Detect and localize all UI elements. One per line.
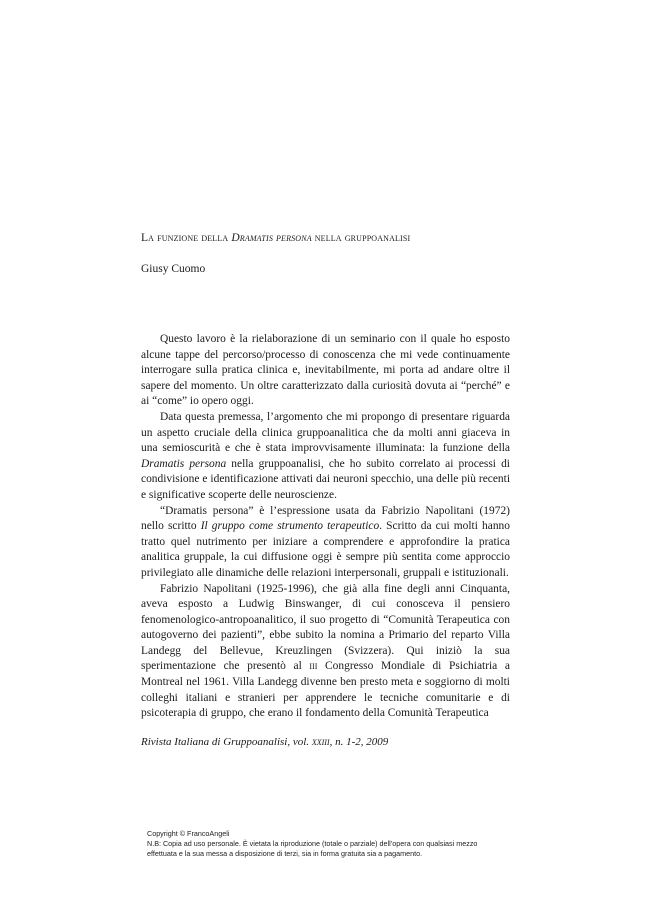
journal-volume: xxiii	[311, 736, 330, 748]
paragraph-4-text-b: Congresso Mondiale di Psichiatria a Montreal nel 1961. Villa Landegg divenne ben presto meta e soggiorno di molti colleghi italiani e stranieri per apprendere le tecniche comunitarie e di psicoterapia di gruppo, che erano il fondamento della Comunità Terapeutica	[141, 660, 510, 720]
paragraph-4-text-a: Fabrizio Napolitani (1925-1996), che già alla fine degli anni Cinquanta, aveva esposto a Ludwig Binswanger, di cui conosceva il pensiero fenomenologico-antropoanalitico, il suo progetto di “Comunità Terapeutica con autogoverno dei pazienti”, ebbe subito la nomina a Primario del reparto Villa Landegg del Bellevue, Kreuzlingen (Svizzera). Qui iniziò la sua sperimentazione che presentò al	[141, 582, 510, 673]
article-title	[141, 232, 541, 244]
article-body	[141, 332, 510, 722]
copyright-notice	[147, 829, 477, 859]
journal-issue: , n. 1-2, 2009	[329, 736, 389, 748]
copyright-line-3: effettuata e la sua messa a disposizione di terzi, sia in forma gratuita sia a pagamento.	[147, 849, 423, 858]
congress-number: iii	[309, 660, 318, 673]
paragraph-4	[141, 582, 510, 722]
paragraph-2-italic: Dramatis persona	[141, 457, 227, 470]
copyright-line-1: Copyright © FrancoAngeli	[147, 829, 230, 838]
paragraph-2	[141, 410, 510, 504]
paragraph-2-text-a: Data questa premessa, l’argomento che mi propongo di presentare riguarda un aspetto cruciale della clinica gruppoanalitica che da molti anni giaceva in una semioscurità e che è stata improvvisamente illuminata: la funzione della	[141, 410, 510, 455]
paragraph-2-text-b: nella gruppoanalisi, che ho subito correlato ai processi di condivisione e identificazione attivati dai neuroni specchio, una delle più recenti e significative scoperte delle neuroscienze.	[141, 457, 510, 501]
copyright-line-2: N.B: Copia ad uso personale. È vietata la riproduzione (totale o parziale) dell’opera con qualsiasi mezzo	[147, 839, 478, 848]
paragraph-3-text-b: . Scritto da cui molti hanno tratto quel nutrimento per iniziare a comprendere e approfondire la pratica analitica gruppale, la cui diffusione oggi è sempre più sentita come approccio privilegiato alle dinamiche delle relazioni interpersonali, gruppali e istituzionali.	[141, 520, 510, 579]
title-suffix: nella gruppoanalisi	[311, 232, 411, 244]
paragraph-1: Questo lavoro è la rielaborazione di un seminario con il quale ho esposto alcune tappe del percorso/processo di conoscenza che mi vede continuamente interrogare sulla pratica clinica e, inevitabilmente, mi porta ad andare oltre il sapere del momento. Un oltre caratterizzato dalla curiosità dovuta ai “perché” e ai “come” io opero oggi.	[141, 333, 510, 408]
journal-name: Rivista Italiana di Gruppoanalisi, vol.	[141, 736, 312, 748]
journal-citation	[141, 736, 388, 748]
title-italic: Dramatis persona	[231, 232, 312, 244]
paragraph-3-italic: Il gruppo come strumento terapeutico	[200, 520, 380, 533]
paragraph-3-text-a: “Dramatis persona” è l’espressione usata da Fabrizio Napolitani (1972) nello scritto	[141, 504, 510, 533]
author-name: Giusy Cuomo	[141, 263, 206, 275]
title-prefix: La funzione della	[141, 232, 232, 244]
paragraph-3	[141, 504, 510, 582]
